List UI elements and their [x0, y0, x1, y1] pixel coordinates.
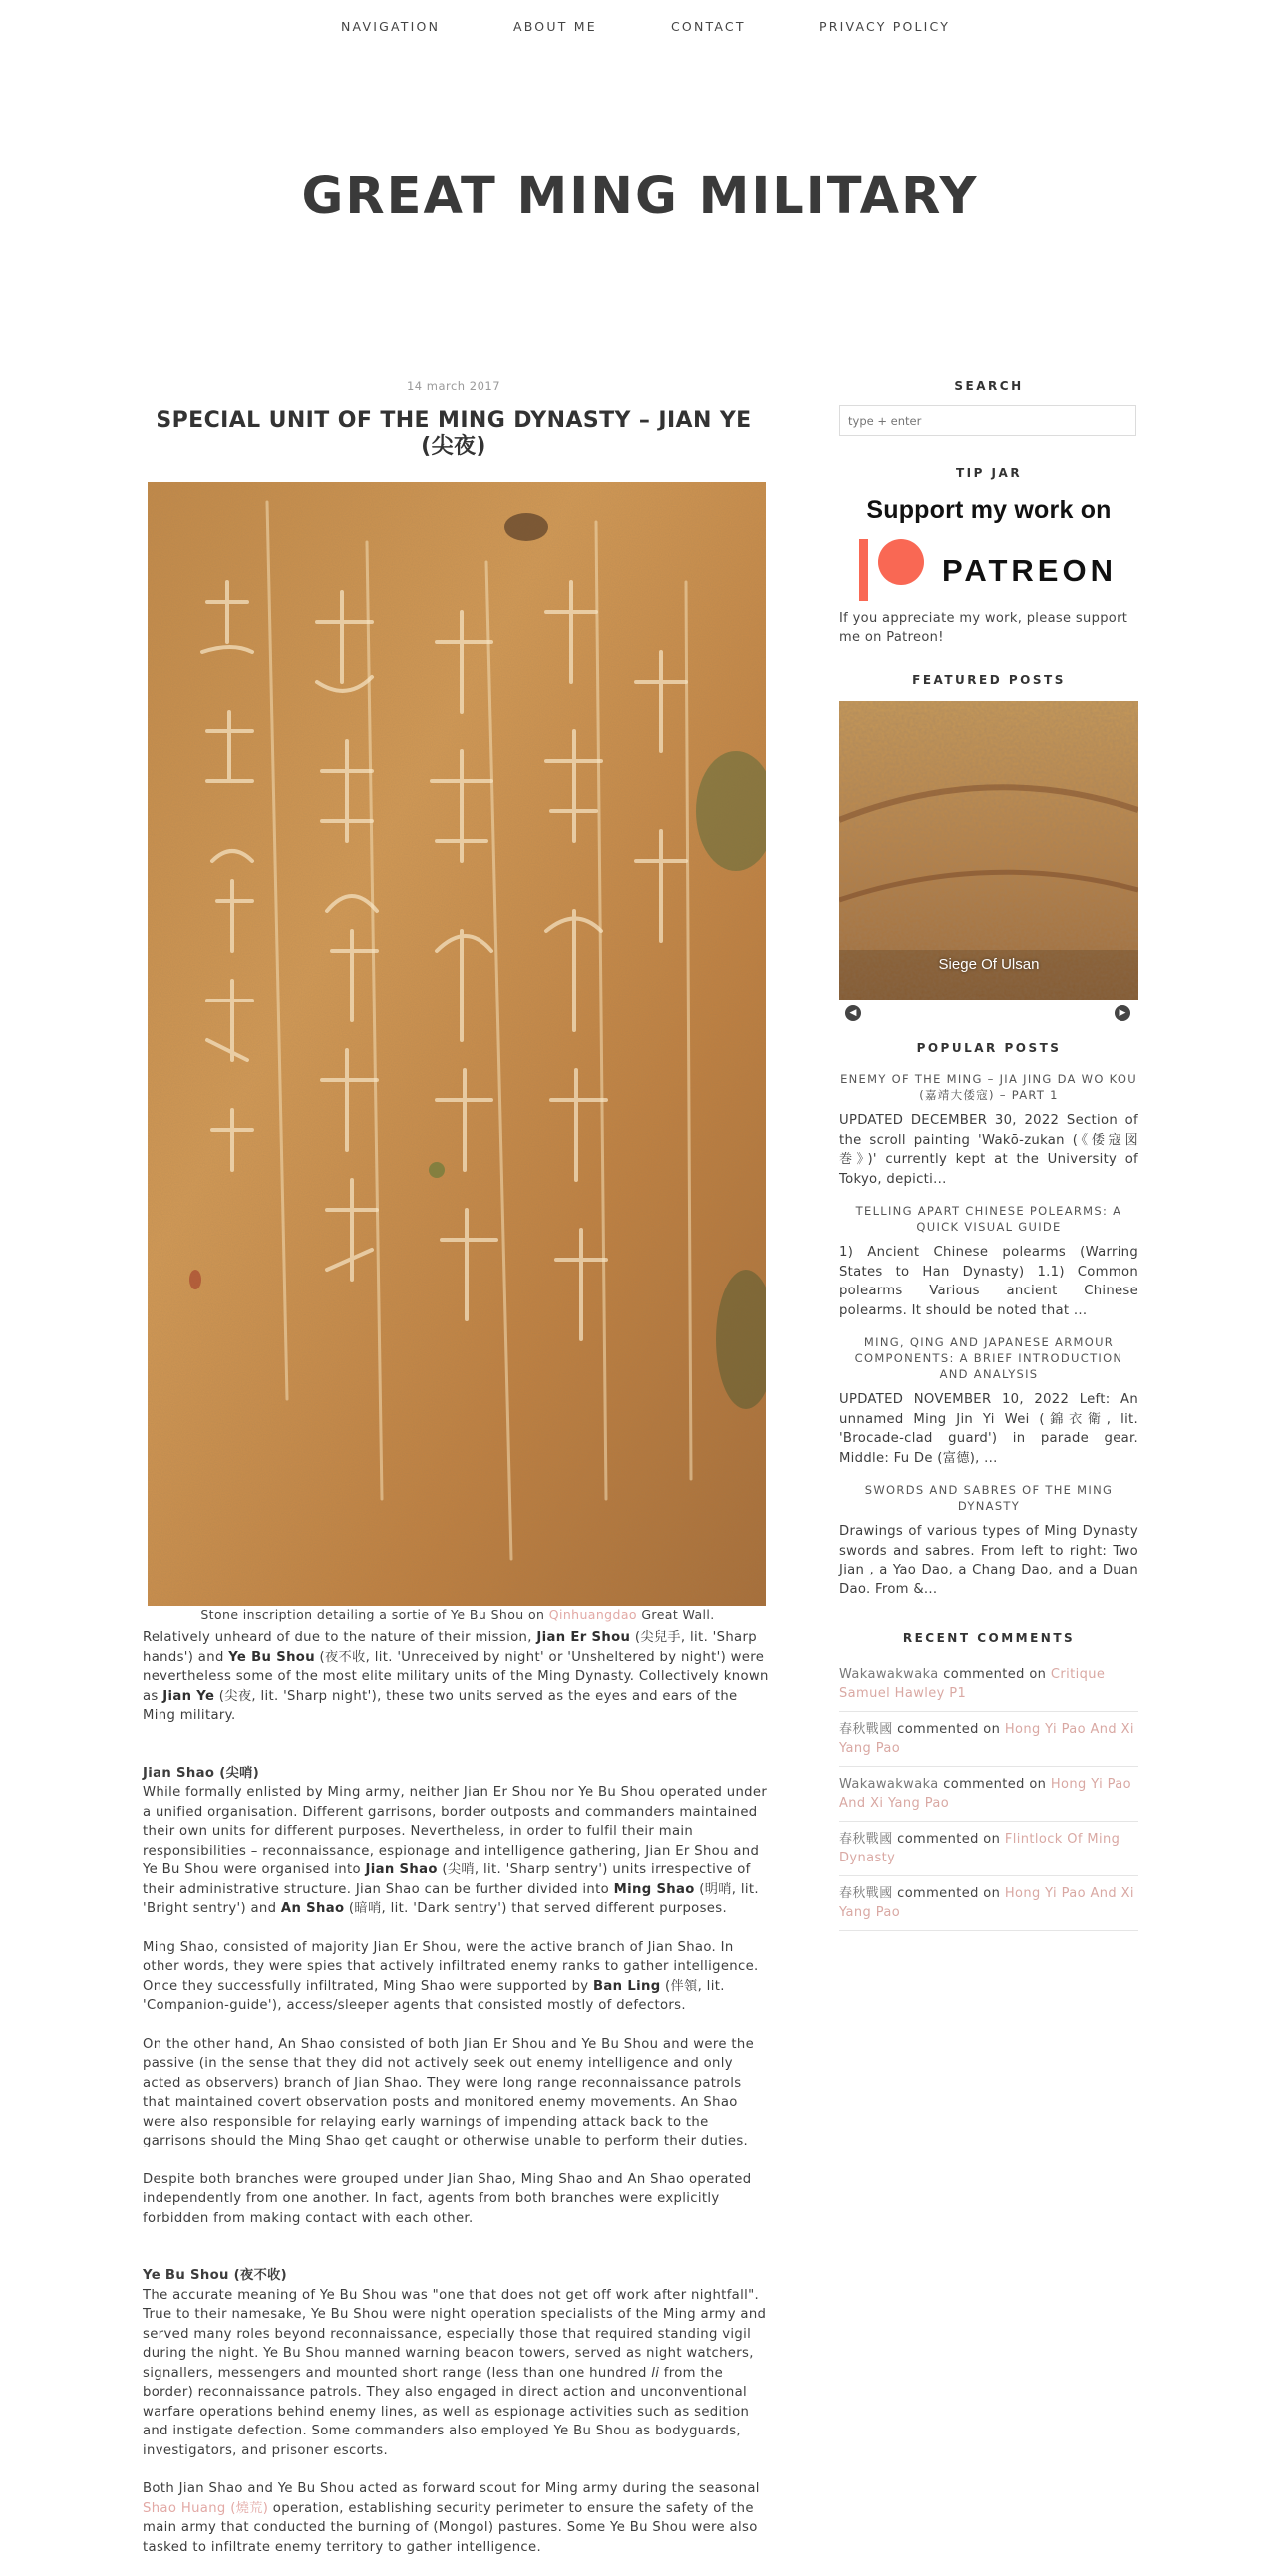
comment-post-link[interactable]: Hong Yi Pao And Xi Yang Pao [839, 1722, 1134, 1756]
stone-inscription-image [148, 482, 766, 1606]
paragraph-jian-shao: While formally enlisted by Ming army, neither Jian Er Shou nor Ye Bu Shou operated under a unified organisation. Different garrisons, border outposts and commanders maintained their own units for different purposes. Nevertheless, in order to fulfil their main responsibilities – reconnaissance, espionage and intelligence gathering, Jian Er Shou and Ye Bu Shou were organised into Jian Shao (尖哨, lit. 'Sharp sentry') units irrespective of their administrative structure. Jian Shao can be further divided into Ming Shao (明哨, lit. 'Bright sentry') and An Shao (暗哨, lit. 'Dark sentry') that served different purposes. [143, 1785, 768, 1916]
sidebar [839, 379, 1138, 1931]
tip-jar-text: If you appreciate my work, please support me on Patreon! [839, 611, 1128, 645]
slider-next-icon[interactable]: ▶ [1115, 1005, 1130, 1021]
recent-comment: 春秋戰國 commented on Hong Yi Pao And Xi Yang Pao [839, 1712, 1138, 1767]
section-heading-jian-shao: Jian Shao (尖哨) [143, 1765, 260, 1781]
post-date: 14 march 2017 [406, 379, 501, 393]
patreon-banner-text: Support my work on [866, 496, 1112, 524]
comment-author[interactable]: Wakawakwaka [839, 1777, 939, 1792]
patreon-logo [839, 533, 1138, 603]
popular-posts-heading: POPULAR POSTS [916, 1041, 1062, 1055]
comment-post-link[interactable]: Flintlock Of Ming Dynasty [839, 1832, 1120, 1865]
paragraph-branches: Despite both branches were grouped under Jian Shao, Ming Shao and An Shao operated independently from one another. In fact, agents from both branches were explicitly forbidden from making contact with each other. [143, 2171, 752, 2226]
recent-comments-list [839, 1657, 1138, 1931]
patreon-wordmark: PATREON [942, 553, 1117, 588]
slider-controls [839, 1003, 1138, 1023]
popular-post-excerpt: 1) Ancient Chinese polearms (Warring States to Han Dynasty) 1.1) Common polearms Various ancient Chinese polearms. It should be noted that ... [839, 1245, 1138, 1318]
caption-text: Stone inscription detailing a sortie of Ye Bu Shou on [200, 1607, 549, 1622]
section-heading-ye-bu-shou: Ye Bu Shou (夜不收) [143, 2268, 288, 2283]
popular-post [839, 1334, 1138, 1468]
nav-item-about-me[interactable]: ABOUT ME [513, 19, 597, 34]
nav-item-privacy-policy[interactable]: PRIVACY POLICY [819, 19, 951, 34]
comment-post-link[interactable]: Hong Yi Pao And Xi Yang Pao [839, 1886, 1134, 1920]
recent-comment: Wakawakwaka commented on Hong Yi Pao And Xi Yang Pao [839, 1767, 1138, 1822]
patreon-bar-icon [859, 539, 868, 601]
post-article [143, 379, 769, 2555]
nav-item-contact[interactable]: CONTACT [671, 19, 746, 34]
site-title[interactable]: GREAT MING MILITARY [301, 167, 979, 226]
popular-post-excerpt: UPDATED DECEMBER 30, 2022 Section of the scroll painting 'Wakō-zukan (《倭寇図巻》)' currently kept at the University of Tokyo, depicti... [839, 1113, 1138, 1187]
popular-post [839, 1203, 1138, 1320]
popular-post-title[interactable]: SWORDS AND SABRES OF THE MING DYNASTY [864, 1483, 1114, 1513]
top-navigation [0, 19, 1280, 39]
comment-author[interactable]: Wakawakwaka [839, 1667, 939, 1682]
featured-post-caption[interactable]: Siege Of Ulsan [938, 956, 1040, 973]
paragraph-shao-huang: Both Jian Shao and Ye Bu Shou acted as forward scout for Ming army during the seasonal Shao Huang (燒荒) operation, establishing security perimeter to ensure the safety of the main army that conducted the burning of (Mongol) pastures. Some Ye Bu Shou were also tasked to infiltrate enemy territory to gather intelligence. [143, 2481, 760, 2555]
link-shao-huang[interactable]: Shao Huang (燒荒) [143, 2500, 269, 2516]
search-input[interactable] [839, 405, 1136, 436]
recent-comment: Wakawakwaka commented on Critique Samuel Hawley P1 [839, 1657, 1138, 1712]
popular-post-title[interactable]: ENEMY OF THE MING – JIA JING DA WO KOU (嘉靖大倭寇) – PART 1 [840, 1072, 1137, 1102]
recent-comments-heading: RECENT COMMENTS [902, 1631, 1076, 1645]
patreon-circle-icon [878, 539, 924, 585]
popular-post-excerpt: UPDATED NOVEMBER 10, 2022 Left: An unnamed Ming Jin Yi Wei (錦衣衛, lit. 'Brocade-clad guard') in parade gear. Middle: Fu De (富德), ... [839, 1392, 1138, 1466]
comment-post-link[interactable]: Critique Samuel Hawley P1 [839, 1667, 1106, 1701]
paragraph-intro: Relatively unheard of due to the nature of their mission, Jian Er Shou (尖兒手, lit. 'Sharp hands') and Ye Bu Shou (夜不收, lit. 'Unreceived by night' or 'Unsheltered by night') were nevertheless some of the most elite military units of the Ming Dynasty. Collectively known as Jian Ye (尖夜, lit. 'Sharp night'), these two units served as the eyes and ears of the Ming military. [143, 1630, 769, 1723]
image-caption [143, 1607, 773, 1622]
search-heading: SEARCH [954, 379, 1024, 393]
stone-inscription-picture [148, 482, 766, 1606]
post-title[interactable]: SPECIAL UNIT OF THE MING DYNASTY – JIAN YE (尖夜) [156, 408, 752, 459]
recent-comment: 春秋戰國 commented on Hong Yi Pao And Xi Yang Pao [839, 1876, 1138, 1931]
paragraph-an-shao: On the other hand, An Shao consisted of both Jian Er Shou and Ye Bu Shou and were the passive (in the sense that they did not actively seek out enemy intelligence and only acted as observers) branch of Jian Shao. They were long range reconnaissance patrols that maintained covert observation posts and monitored enemy movements. An Shao were also responsible for relaying early warnings of impending attack back to the garrisons should the Ming Shao get caught or otherwise unable to perform their duties. [143, 2036, 755, 2148]
nav-item-navigation[interactable]: NAVIGATION [341, 19, 441, 34]
comment-post-link[interactable]: Hong Yi Pao And Xi Yang Pao [839, 1777, 1132, 1811]
caption-text-end: Great Wall. [636, 1607, 715, 1622]
caption-link-qinhuangdao[interactable]: Qinhuangdao [548, 1607, 637, 1622]
popular-post-title[interactable]: TELLING APART CHINESE POLEARMS: A QUICK VISUAL GUIDE [855, 1204, 1122, 1234]
paragraph-ming-shao: Ming Shao, consisted of majority Jian Er Shou, were the active branch of Jian Shao. In other words, they were spies that actively infiltrated enemy ranks to gather intelligence. Once they successfully infiltrated, Ming Shao were supported by Ban Ling (伴領, lit. 'Companion-guide'), access/sleeper agents that consisted mostly of defectors. [143, 1939, 759, 2013]
post-body [143, 1628, 771, 2576]
comment-author: 春秋戰國 [839, 1886, 893, 1901]
featured-post-image [839, 701, 1138, 1000]
popular-post-excerpt: Drawings of various types of Ming Dynasty swords and sabres. From left to right: Two Jian , a Yao Dao, a Chang Dao, and a Duan Dao. From &... [839, 1524, 1138, 1597]
featured-post-slide[interactable] [839, 701, 1138, 1000]
recent-comment: 春秋戰國 commented on Flintlock Of Ming Dynasty [839, 1822, 1138, 1876]
popular-post [839, 1482, 1138, 1599]
popular-post-title[interactable]: MING, QING AND JAPANESE ARMOUR COMPONENTS: A BRIEF INTRODUCTION AND ANALYSIS [854, 1335, 1123, 1381]
slider-prev-icon[interactable]: ◀ [845, 1005, 861, 1021]
comment-author: 春秋戰國 [839, 1722, 893, 1737]
patreon-banner[interactable] [839, 496, 1138, 603]
popular-post [839, 1071, 1138, 1189]
paragraph-ye-bu-shou: The accurate meaning of Ye Bu Shou was "one that does not get off work after nightfall". True to their namesake, Ye Bu Shou were night operation specialists of the Ming army and served many roles beyond reconnaissance, especially those that required standing vigil during the night. Ye Bu Shou manned warning beacon towers, served as night watchers, signallers, messengers and mounted short range (less than one hundred li from the border) reconnaissance patrols. They also engaged in direct action and unconventional warfare operations behind enemy lines, as well as espionage activities such as sedition and instigate defection. Some commanders also employed Ye Bu Shou as bodyguards, investigators, and prisoner escorts. [143, 2287, 767, 2458]
comment-author: 春秋戰國 [839, 1832, 893, 1847]
featured-posts-heading: FEATURED POSTS [912, 673, 1066, 687]
tip-jar-heading: TIP JAR [955, 466, 1023, 480]
